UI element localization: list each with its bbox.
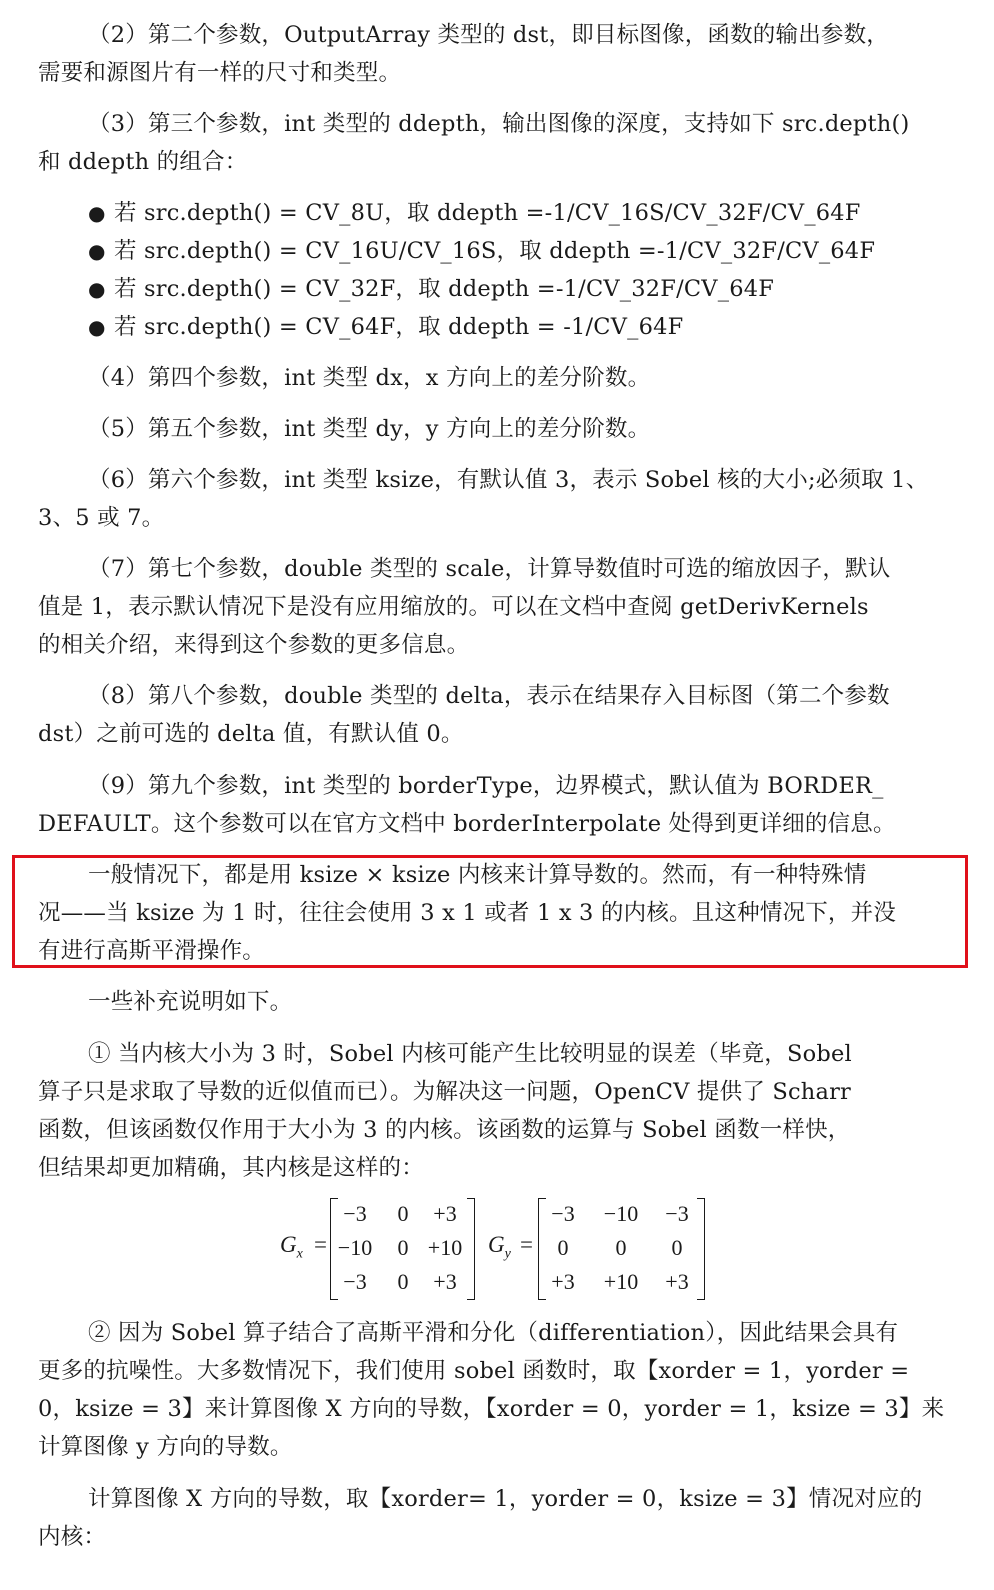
supplement-heading: 一些补充说明如下。 (88, 989, 293, 1015)
x-derivative-line-1: 计算图像 X 方向的导数，取【xorder= 1，yorder = 0，ksize = 3】情况对应的 (88, 1486, 923, 1512)
gy-cell: +3 (551, 1269, 575, 1294)
note-2-line-4: 计算图像 y 方向的导数。 (38, 1434, 293, 1460)
note-1-line-4: 但结果却更加精确，其内核是这样的： (38, 1155, 424, 1181)
gy-cell: 0 (615, 1235, 627, 1260)
gx-cell: −3 (343, 1201, 367, 1226)
gy-cell: −10 (603, 1201, 639, 1226)
bullet-item-2 (88, 236, 875, 266)
param-6-line-2: 3、5 或 7。 (38, 505, 165, 531)
gx-cell: +3 (433, 1201, 457, 1226)
gx-cell: 0 (397, 1201, 409, 1226)
bullet-dot-icon: ● (88, 239, 106, 263)
bullet-item-3 (88, 274, 774, 304)
gy-cell: 0 (557, 1235, 569, 1260)
gx-cell: +10 (427, 1235, 463, 1260)
param-9-line-2: DEFAULT。这个参数可以在官方文档中 borderInterpolate 处得到更详细的信息。 (38, 811, 896, 837)
param-7-line-1: （7）第七个参数，double 类型的 scale，计算导数值时可选的缩放因子，默认 (88, 556, 891, 582)
gy-bracket-right (697, 1198, 705, 1300)
param-9-line-1: （9）第九个参数，int 类型的 borderType，边界模式，默认值为 BORDER_ (88, 773, 884, 799)
note-1-line-1: ① 当内核大小为 3 时，Sobel 内核可能产生比较明显的误差（毕竟，Sobel (88, 1041, 852, 1067)
param-8-line-1: （8）第八个参数，double 类型的 delta，表示在结果存入目标图（第二个参数 (88, 683, 890, 709)
note-2-line-3: 0，ksize = 3】来计算图像 X 方向的导数，【xorder = 0，yorder = 1，ksize = 3】来 (38, 1396, 945, 1422)
gy-cell: +10 (603, 1269, 639, 1294)
gx-cell: 0 (397, 1235, 409, 1260)
gy-cell: +3 (665, 1269, 689, 1294)
gx-cell: −10 (337, 1235, 373, 1260)
bullet-item-1 (88, 198, 861, 228)
param-5-line: （5）第五个参数，int 类型 dy，y 方向上的差分阶数。 (88, 416, 651, 442)
param-2-line-2: 需要和源图片有一样的尺寸和类型。 (38, 60, 402, 86)
bullet-dot-icon: ● (88, 277, 106, 301)
bullet-item-text: 若 src.depth() = CV_16U/CV_16S，取 ddepth =-1/CV_32F/CV_64F (114, 238, 876, 264)
bullet-item-text: 若 src.depth() = CV_32F，取 ddepth =-1/CV_32F/CV_64F (114, 276, 775, 302)
param-7-line-2: 值是 1，表示默认情况下是没有应用缩放的。可以在文档中查阅 getDerivKernels (38, 594, 869, 620)
x-derivative-line-2: 内核： (38, 1524, 107, 1550)
bullet-item-text: 若 src.depth() = CV_8U，取 ddepth =-1/CV_16S/CV_32F/CV_64F (114, 200, 861, 226)
gy-equals: = (520, 1232, 533, 1257)
gx-cell: +3 (433, 1269, 457, 1294)
gy-cell: 0 (671, 1235, 683, 1260)
param-7-line-3: 的相关介绍，来得到这个参数的更多信息。 (38, 632, 470, 658)
note-2-line-1: ② 因为 Sobel 算子结合了高斯平滑和分化（differentiation），因此结果会具有 (88, 1320, 899, 1346)
scharr-kernels (270, 1196, 730, 1304)
bullet-dot-icon: ● (88, 315, 106, 339)
param-3-line-2: 和 ddepth 的组合： (38, 149, 248, 175)
note-1-line-3: 函数，但该函数仅作用于大小为 3 的内核。该函数的运算与 Sobel 函数一样快， (38, 1117, 851, 1143)
gx-equals: = (314, 1232, 327, 1257)
param-3-line-1: （3）第三个参数，int 类型的 ddepth，输出图像的深度，支持如下 src.depth() (88, 111, 910, 137)
param-8-line-2: dst）之前可选的 delta 值，有默认值 0。 (38, 721, 464, 747)
highlight-line-1: 一般情况下，都是用 ksize × ksize 内核来计算导数的。然而，有一种特殊情 (88, 862, 867, 888)
gx-label: $G_x$ (280, 1232, 303, 1262)
note-1-line-2: 算子只是求取了导数的近似值而已）。为解决这一问题，OpenCV 提供了 Scharr (38, 1079, 852, 1105)
param-4-line: （4）第四个参数，int 类型 dx，x 方向上的差分阶数。 (88, 365, 651, 391)
gy-label: $G_y$ (488, 1232, 511, 1262)
param-2-line-1: （2）第二个参数，OutputArray 类型的 dst，即目标图像，函数的输出参数， (88, 22, 890, 48)
bullet-item-text: 若 src.depth() = CV_64F，取 ddepth = -1/CV_64F (114, 314, 684, 340)
gy-cell: −3 (551, 1201, 575, 1226)
bullet-item-4 (88, 312, 683, 342)
bullet-dot-icon: ● (88, 201, 106, 225)
gx-cell: 0 (397, 1269, 409, 1294)
gx-bracket-right (467, 1198, 475, 1300)
highlight-line-2: 况——当 ksize 为 1 时，往往会使用 3 x 1 或者 1 x 3 的内核。且这种情况下，并没 (38, 900, 897, 926)
note-2-line-2: 更多的抗噪性。大多数情况下，我们使用 sobel 函数时，取【xorder = 1，yorder = (38, 1358, 910, 1384)
gx-cell: −3 (343, 1269, 367, 1294)
param-6-line-1: （6）第六个参数，int 类型 ksize，有默认值 3，表示 Sobel 核的大小;必须取 1、 (88, 467, 929, 493)
highlight-line-3: 有进行高斯平滑操作。 (38, 938, 266, 964)
gy-cell: −3 (665, 1201, 689, 1226)
